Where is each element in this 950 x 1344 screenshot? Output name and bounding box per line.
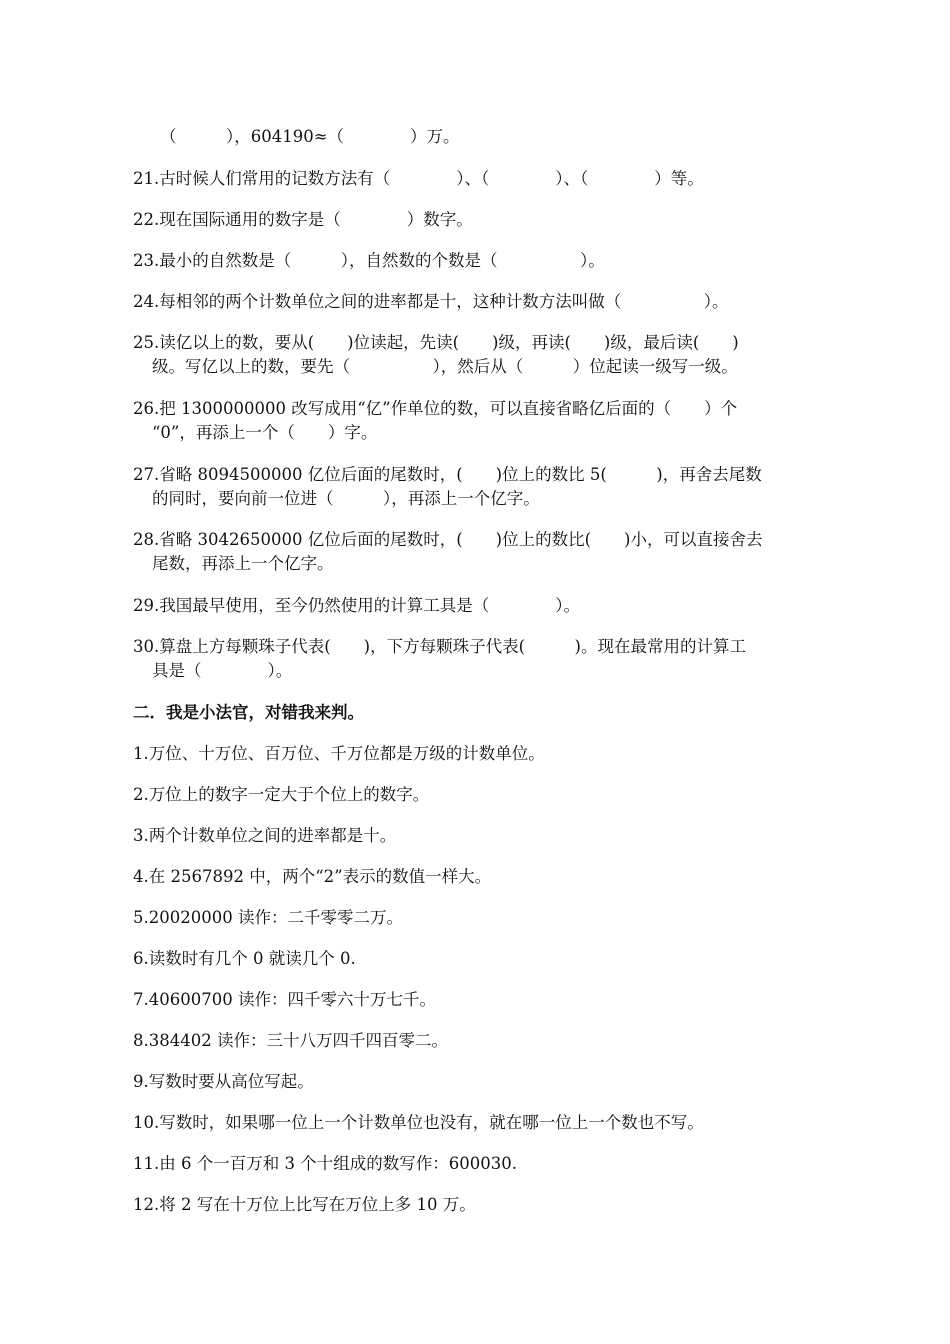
question-26-line-1: 26.把 1300000000 改写成用“亿”作单位的数，可以直接省略亿后面的（ ）个 <box>133 399 738 418</box>
question-29: 29.我国最早使用，至今仍然使用的计算工具是（ ）。 <box>133 596 580 615</box>
question-27-line-2: 的同时，要向前一位进（ ），再添上一个亿字。 <box>152 489 540 508</box>
question-28-line-1: 28.省略 3042650000 亿位后面的尾数时，( )位上的数比( )小，可以直接舍去 <box>133 530 763 549</box>
judgment-item-12: 12.将 2 写在十万位上比写在万位上多 10 万。 <box>133 1195 476 1214</box>
judgment-item-1: 1.万位、十万位、百万位、千万位都是万级的计数单位。 <box>133 744 545 763</box>
question-28-line-2: 尾数，再添上一个亿字。 <box>152 554 334 573</box>
question-22: 22.现在国际通用的数字是（ ）数字。 <box>133 210 473 229</box>
judgment-item-4: 4.在 2567892 中，两个“2”表示的数值一样大。 <box>133 867 492 886</box>
judgment-item-7: 7.40600700 读作：四千零六十万七千。 <box>133 990 436 1009</box>
judgment-item-3: 3.两个计数单位之间的进率都是十。 <box>133 826 397 845</box>
judgment-item-5: 5.20020000 读作：二千零零二万。 <box>133 908 403 927</box>
question-30-line-2: 具是（ ）。 <box>152 661 293 680</box>
question-20-continuation: （ ），604190≈（ ）万。 <box>160 127 460 146</box>
question-26-line-2: “0”，再添上一个（ ）字。 <box>152 423 378 442</box>
judgment-item-2: 2.万位上的数字一定大于个位上的数字。 <box>133 785 430 804</box>
judgment-item-10: 10.写数时，如果哪一位上一个计数单位也没有，就在哪一位上一个数也不写。 <box>133 1113 704 1132</box>
judgment-item-11: 11.由 6 个一百万和 3 个十组成的数写作：600030. <box>133 1154 517 1173</box>
question-21: 21.古时候人们常用的记数方法有（ ）、（ ）、（ ）等。 <box>133 169 704 188</box>
judgment-item-9: 9.写数时要从高位写起。 <box>133 1072 314 1091</box>
question-23: 23.最小的自然数是（ ），自然数的个数是（ ）。 <box>133 251 605 270</box>
section-heading: 二．我是小法官，对错我来判。 <box>133 703 364 722</box>
question-30-line-1: 30.算盘上方每颗珠子代表( )，下方每颗珠子代表( )。现在最常用的计算工 <box>133 637 746 656</box>
question-25-line-2: 级。写亿以上的数，要先（ ），然后从（ ）位起读一级写一级。 <box>152 357 738 376</box>
judgment-item-6: 6.读数时有几个 0 就读几个 0. <box>133 949 356 968</box>
question-27-line-1: 27.省略 8094500000 亿位后面的尾数时，( )位上的数比 5( )，再舍去尾数 <box>133 465 762 484</box>
question-24: 24.每相邻的两个计数单位之间的进率都是十，这种计数方法叫做（ ）。 <box>133 292 729 311</box>
question-25-line-1: 25.读亿以上的数，要从( )位读起，先读( )级，再读( )级，最后读( ) <box>133 333 739 352</box>
judgment-item-8: 8.384402 读作：三十八万四千四百零二。 <box>133 1031 448 1050</box>
